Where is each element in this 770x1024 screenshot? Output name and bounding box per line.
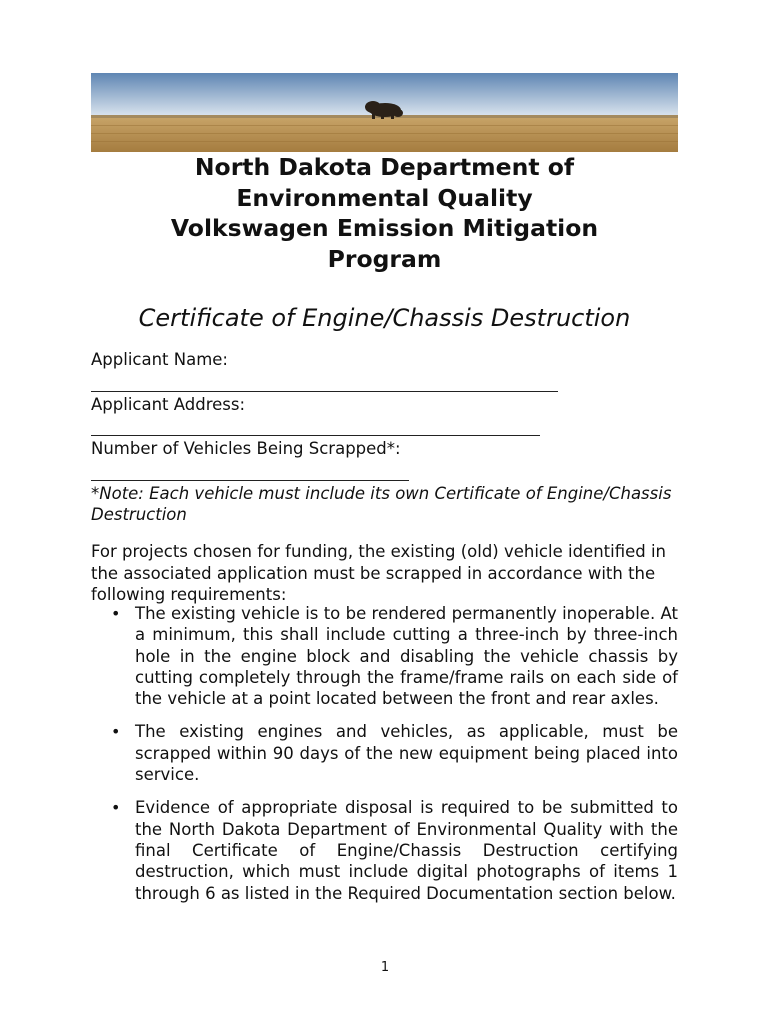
intro-paragraph: For projects chosen for funding, the existing (old) vehicle identified in the associated application must be scrapped in accordance with the following requirements:	[91, 542, 667, 604]
applicant-name-label: Applicant Name:	[91, 350, 228, 369]
list-item	[91, 603, 678, 709]
title-line: Program	[327, 244, 442, 273]
note-text: *Note: Each vehicle must include its own Certificate of Engine/Chassis Destruction	[91, 483, 672, 524]
applicant-address-field[interactable]	[91, 415, 540, 436]
bullet-icon: •	[111, 722, 121, 742]
page-title	[91, 152, 678, 274]
requirement-text: The existing engines and vehicles, as applicable, must be scrapped within 90 days of the new equipment being placed into service.	[135, 722, 678, 785]
bullet-icon: •	[111, 604, 121, 623]
list-item	[91, 797, 678, 903]
requirements-list	[91, 603, 678, 916]
document-subtitle: Certificate of Engine/Chassis Destruction	[138, 304, 631, 332]
applicant-name-field[interactable]	[91, 371, 558, 392]
applicant-form	[91, 349, 678, 526]
requirement-text: The existing vehicle is to be rendered permanently inoperable. At a minimum, this shall include cutting a three-inch by three-inch hole in the engine block and disabling the vehicle chassis by cutting completely through the frame/frame rails on each side of the vehicle at a point located between the front and rear axles.	[135, 604, 678, 709]
page-number: 1	[380, 960, 390, 975]
bison-prairie-photo	[91, 73, 678, 152]
title-line: Volkswagen Emission Mitigation	[170, 214, 599, 242]
title-line: North Dakota Department of	[194, 153, 575, 181]
list-item	[91, 721, 678, 785]
bullet-icon: •	[111, 798, 121, 818]
vehicles-scrapped-field[interactable]	[91, 460, 409, 481]
vehicles-scrapped-label: Number of Vehicles Being Scrapped*:	[91, 439, 401, 458]
requirement-text: Evidence of appropriate disposal is required to be submitted to the North Dakota Department of Environmental Quality with the final Certificate of Engine/Chassis Destruction certifying destruction, which must include digital photographs of items 1 through 6 as listed in the Required Documentation section below.	[135, 798, 678, 903]
bison-prairie-banner	[91, 73, 678, 152]
applicant-address-label: Applicant Address:	[91, 394, 246, 414]
title-line: Environmental Quality	[236, 183, 533, 212]
